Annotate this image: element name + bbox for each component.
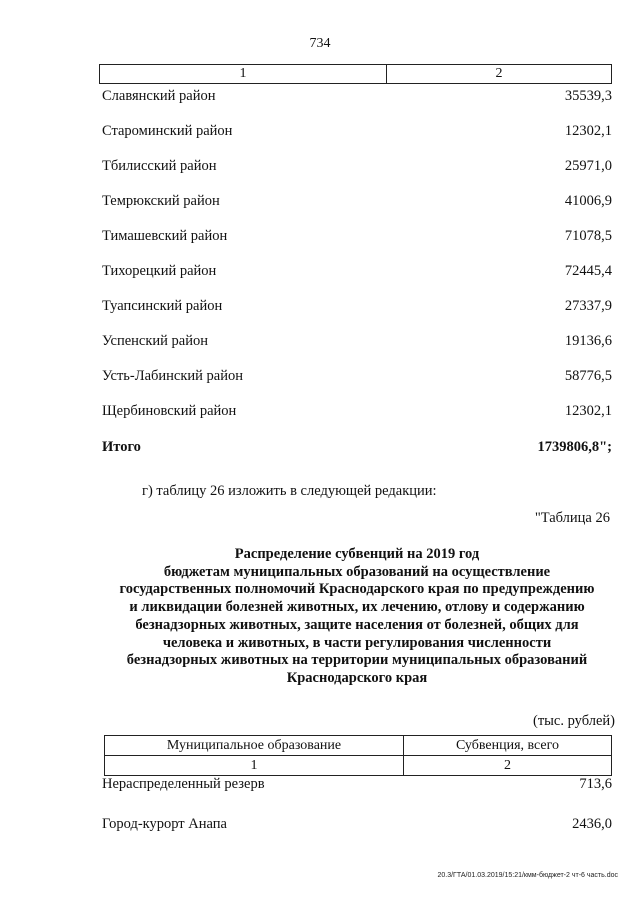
table-label: "Таблица 26 xyxy=(534,510,610,526)
column-number-2: 2 xyxy=(404,756,612,776)
row-name: Нераспределенный резерв xyxy=(102,776,265,792)
row-value: 25971,0 xyxy=(564,158,612,174)
column-header-2: 2 xyxy=(495,66,503,81)
column-header-1: 1 xyxy=(100,65,387,83)
table-row xyxy=(102,191,612,211)
title-line: Распределение субвенций на 2019 год xyxy=(234,546,480,562)
total-row xyxy=(102,437,612,457)
row-name: Щербиновский район xyxy=(102,403,237,419)
units-label: (тыс. рублей) xyxy=(533,713,615,729)
total-value: 1739806,8"; xyxy=(537,439,612,455)
row-value: 713,6 xyxy=(579,776,612,792)
table-row xyxy=(102,814,612,834)
title-line: Краснодарского края xyxy=(286,669,428,686)
title-line: и ликвидации болезней животных, их лечению, отлову и содержанию xyxy=(129,599,585,616)
table-title xyxy=(102,546,612,688)
footer-file-path: 20.3/ГТА/01.03.2019/15:21/кмм-бюджет-2 чт-6 часть.doc xyxy=(437,872,618,879)
row-name: Тимашевский район xyxy=(102,228,228,244)
title-line: безнадзорных животных на территории муниципальных образований xyxy=(126,652,588,669)
column-number-row xyxy=(105,756,612,776)
row-value: 58776,5 xyxy=(564,368,612,384)
table-row xyxy=(102,331,612,351)
row-value: 27337,9 xyxy=(564,298,612,314)
header-subvention: Субвенция, всего xyxy=(404,736,612,756)
title-line: бюджетам муниципальных образований на осуществление xyxy=(163,563,551,580)
table-row xyxy=(102,86,612,106)
header-municipality: Муниципальное образование xyxy=(105,736,404,756)
row-name: Усть-Лабинский район xyxy=(102,368,243,384)
title-line: государственных полномочий Краснодарского края по предупреждению xyxy=(119,581,595,598)
row-value: 2436,0 xyxy=(572,816,612,832)
row-name: Тихорецкий район xyxy=(102,263,217,279)
row-value: 12302,1 xyxy=(564,403,612,419)
row-name: Туапсинский район xyxy=(102,298,223,314)
table-row xyxy=(102,261,612,281)
amendment-note: г) таблицу 26 изложить в следующей редакции: xyxy=(142,483,437,499)
table-row xyxy=(102,401,612,421)
page-number: 734 xyxy=(309,36,331,51)
header-row xyxy=(105,736,612,756)
table-row xyxy=(102,121,612,141)
row-value: 71078,5 xyxy=(564,228,612,244)
title-line: безнадзорных животных, защите населения от болезней, общих для xyxy=(135,616,579,633)
subvention-table-header xyxy=(104,735,612,776)
row-value: 12302,1 xyxy=(564,123,612,139)
row-name: Город-курорт Анапа xyxy=(102,816,227,832)
row-name: Славянский район xyxy=(102,88,216,104)
row-name: Темрюкский район xyxy=(102,193,220,209)
row-name: Успенский район xyxy=(102,333,208,349)
table-row xyxy=(102,296,612,316)
table-row xyxy=(102,366,612,386)
total-label: Итого xyxy=(102,439,141,455)
row-value: 19136,6 xyxy=(564,333,612,349)
table-row xyxy=(102,156,612,176)
column-number-1: 1 xyxy=(105,756,404,776)
row-value: 35539,3 xyxy=(564,88,612,104)
column-header-table xyxy=(99,64,612,84)
table-row xyxy=(102,226,612,246)
title-line: человека и животных, в части регулирования численности xyxy=(162,634,552,651)
row-name: Тбилисский район xyxy=(102,158,217,174)
table-row xyxy=(102,774,612,794)
row-name: Староминский район xyxy=(102,123,233,139)
row-value: 72445,4 xyxy=(564,263,612,279)
row-value: 41006,9 xyxy=(564,193,612,209)
